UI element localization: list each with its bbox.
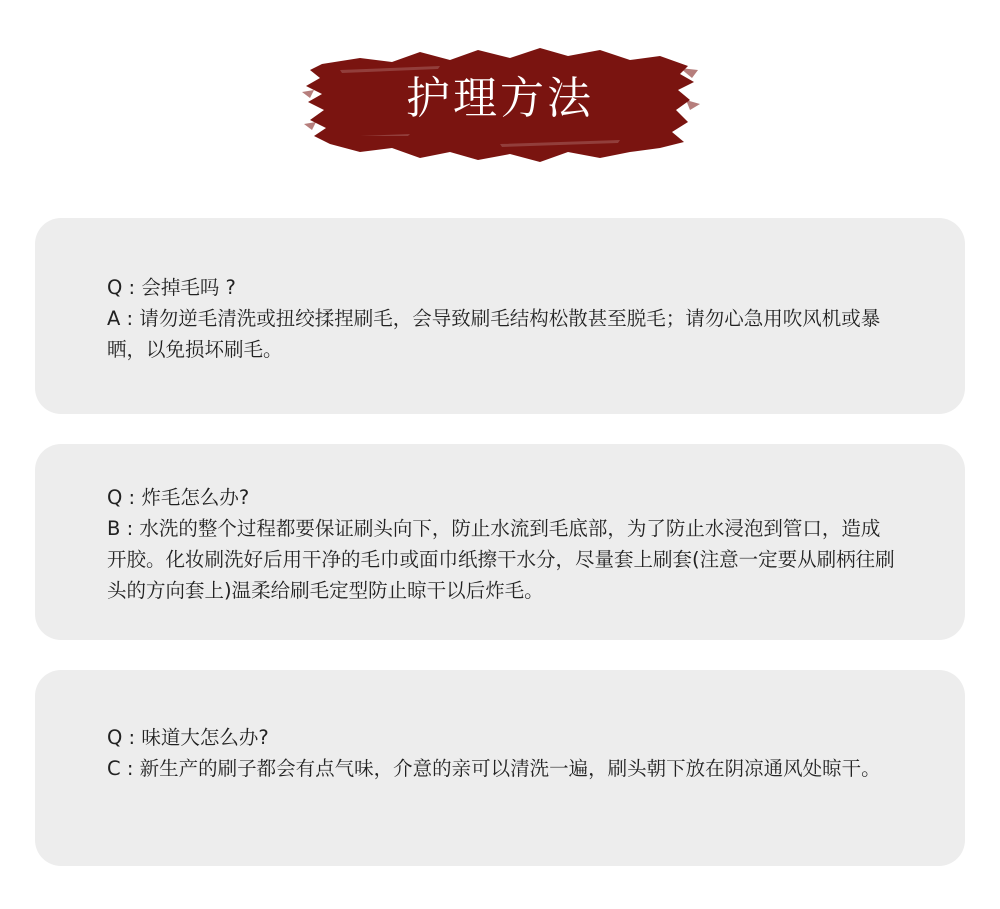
faq-question: Q : 会掉毛吗 ? xyxy=(107,276,236,299)
faq-question: Q : 味道大怎么办? xyxy=(107,726,269,749)
faq-content xyxy=(107,722,897,784)
faq-card xyxy=(35,670,965,866)
title-banner xyxy=(300,40,700,170)
faq-content xyxy=(107,482,897,606)
faq-answer: A : 请勿逆毛清洗或扭绞揉捏刷毛，会导致刷毛结构松散甚至脱毛；请勿心急用吹风机或暴晒，以免损坏刷毛。 xyxy=(107,307,881,361)
page-title: 护理方法 xyxy=(406,73,594,124)
faq-card xyxy=(35,218,965,414)
faq-question: Q : 炸毛怎么办? xyxy=(107,486,250,509)
faq-answer: B : 水洗的整个过程都要保证刷头向下，防止水流到毛底部，为了防止水浸泡到管口，造成开胶。化妆刷洗好后用干净的毛巾或面巾纸擦干水分，尽量套上刷套(注意一定要从刷柄往刷头的方向套上)温柔给刷毛定型防止晾干以后炸毛。 xyxy=(107,517,895,602)
faq-content xyxy=(107,272,897,365)
faq-answer: C : 新生产的刷子都会有点气味，介意的亲可以清洗一遍，刷头朝下放在阴凉通风处晾干。 xyxy=(107,757,881,780)
faq-card xyxy=(35,444,965,640)
